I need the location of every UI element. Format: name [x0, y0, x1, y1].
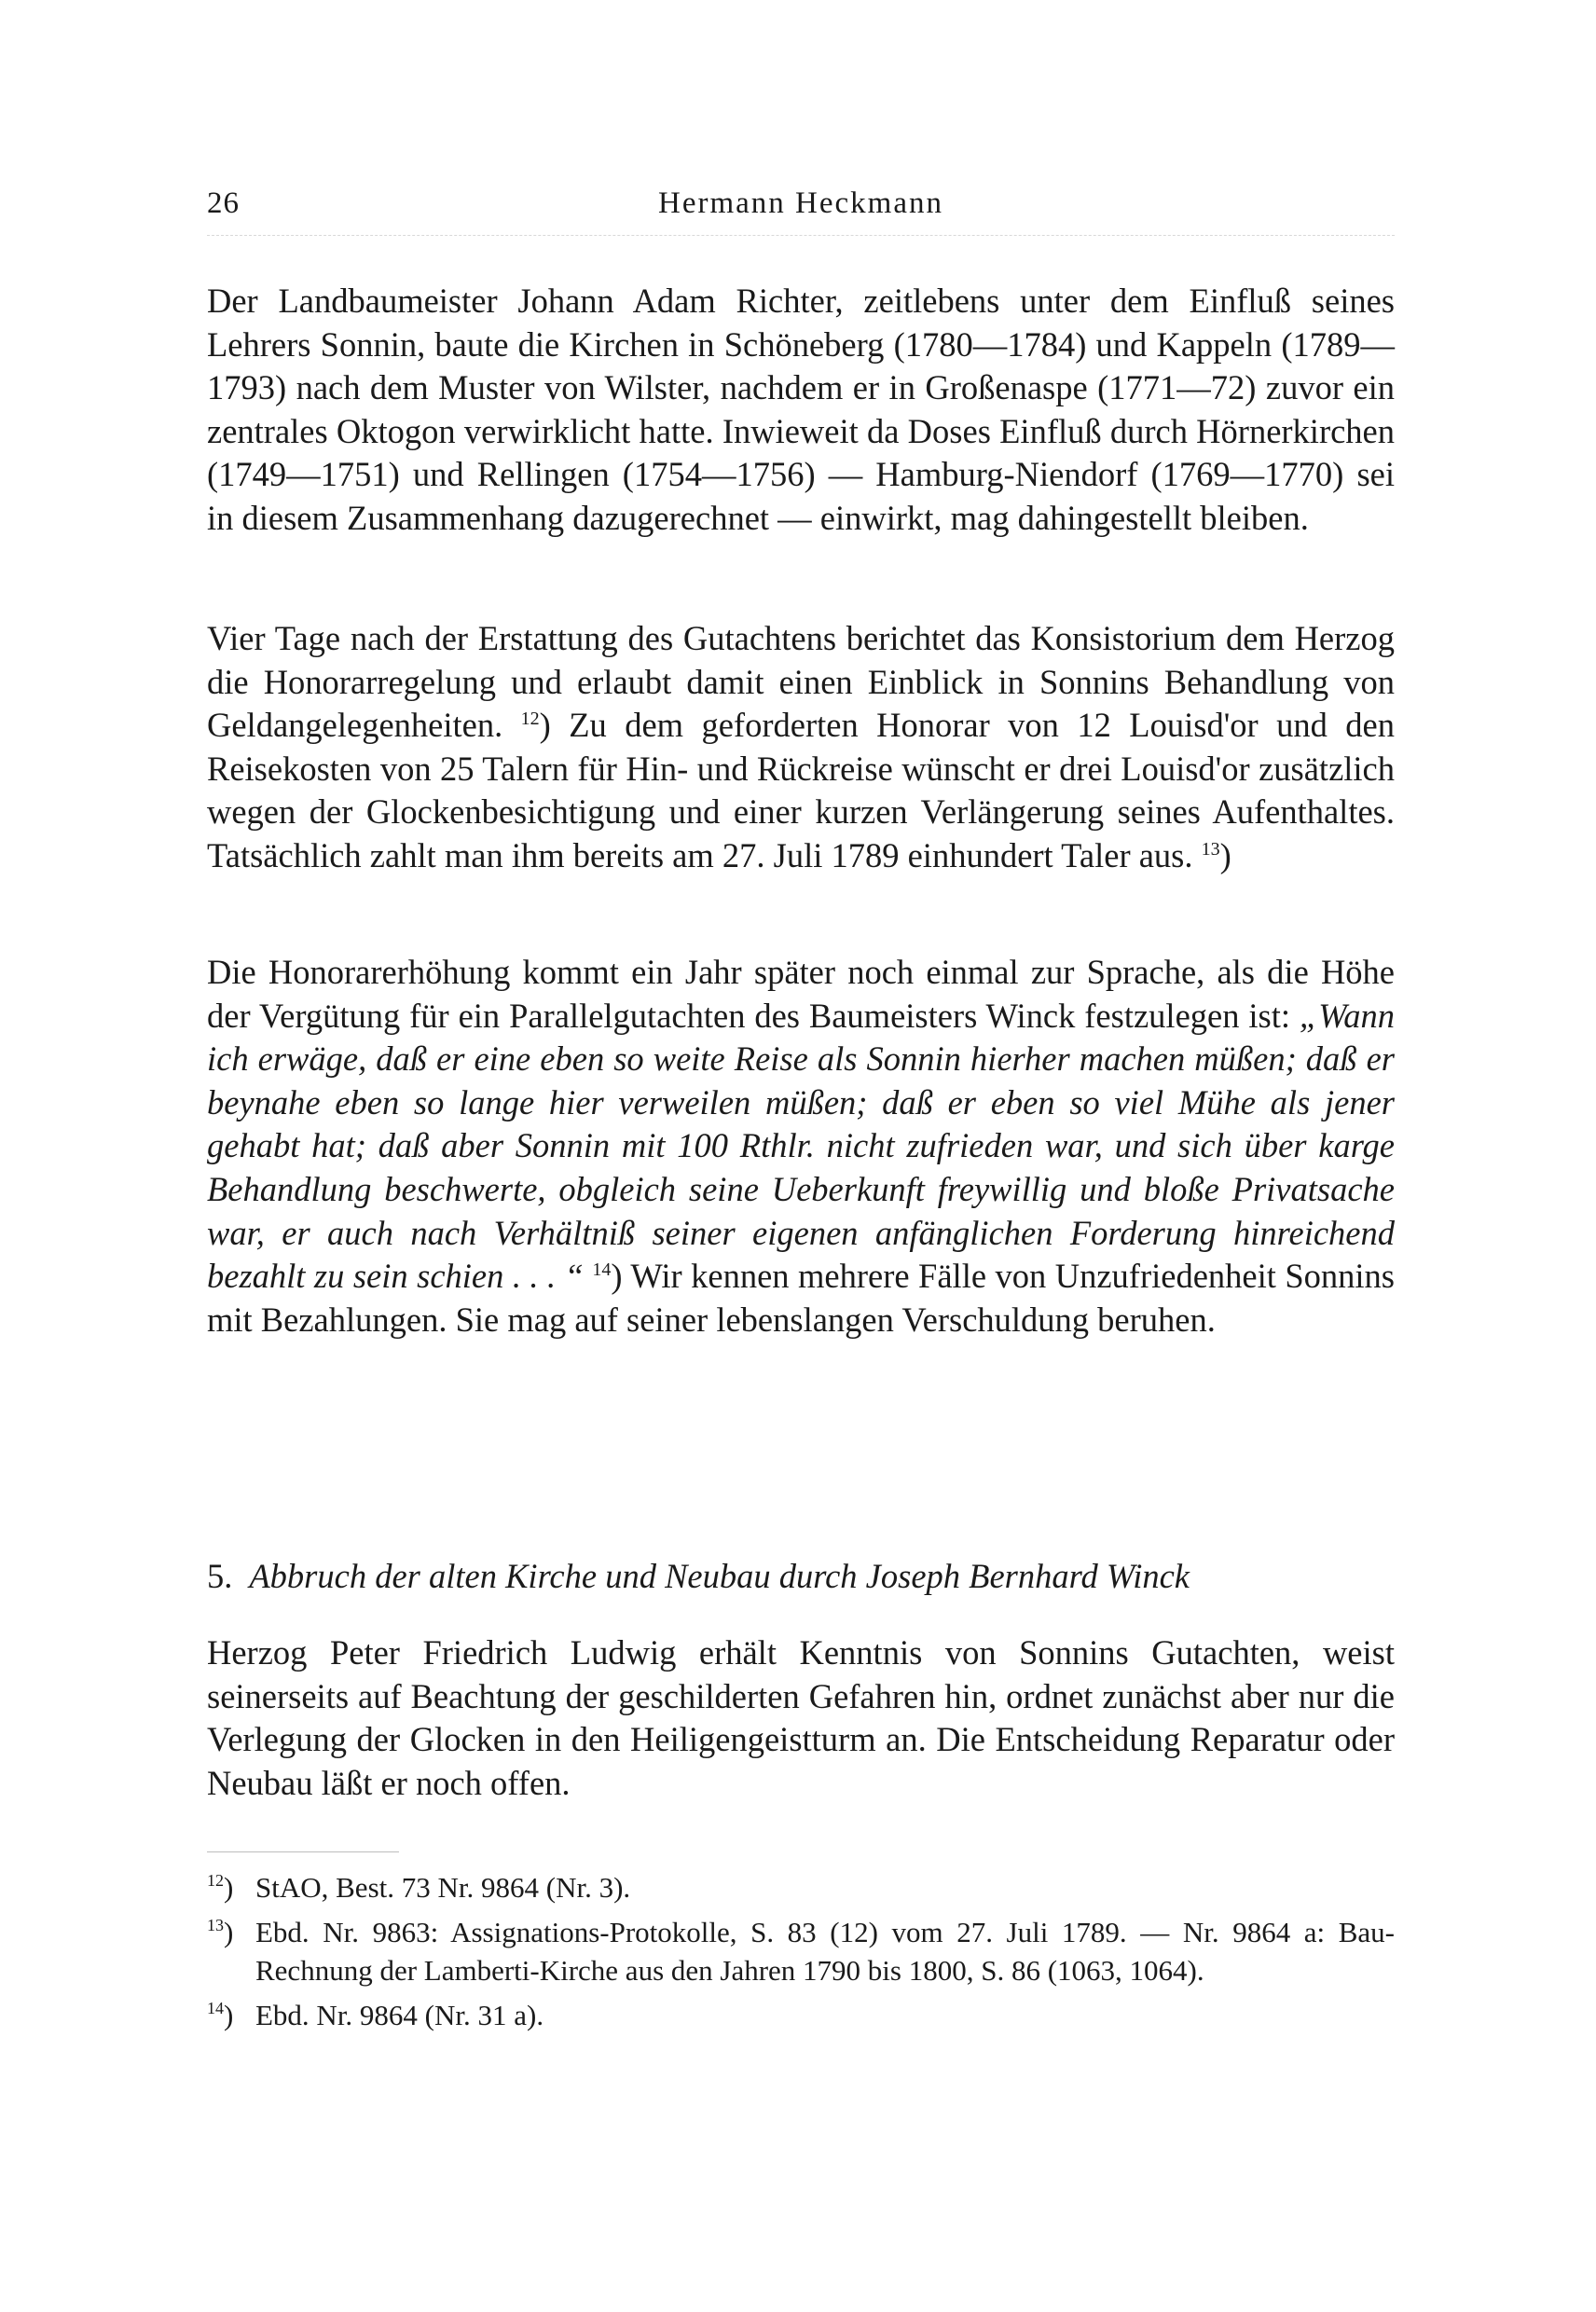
text-run: Vier Tage nach der Erstattung des Gutachtens berichtet das Konsistorium dem Herzog die Honorarregelung und erlaubt damit einen Einblick in Sonnins Behandlung von Geldangelegenheiten.: [207, 619, 1395, 745]
section-number: 5.: [207, 1557, 233, 1595]
page-number: 26: [207, 186, 240, 220]
footnote-reference: 14: [592, 1259, 612, 1281]
section-heading: [207, 1555, 1395, 1598]
paragraph-2: [207, 617, 1395, 878]
footnote-number: 14: [207, 1998, 224, 2017]
paragraph-1: [207, 280, 1395, 541]
page-header: [207, 186, 1395, 233]
text-run: ): [1219, 835, 1231, 874]
paragraph-text: [207, 617, 1395, 878]
text-run: ) Wir kennen mehrere Fälle von Unzufriedenheit Sonnins mit Bezahlungen. Sie mag auf seiner lebenslangen Verschuldung beruhen.: [207, 1257, 1395, 1339]
paragraph-3: [207, 951, 1395, 1342]
paragraph-4: [207, 1631, 1395, 1805]
footnote-text: Ebd. Nr. 9863: Assignations-Protokolle, S. 83 (12) vom 27. Juli 1789. — Nr. 9864 a: Bau-Rechnung der Lamberti-Kirche aus den Jahren 1790 bis 1800, S. 86 (1063, 1064).: [255, 1915, 1395, 1987]
footnote-mark: $^{14}$): [207, 1998, 234, 2031]
footnotes: [207, 1868, 1395, 2040]
footnote-reference: 13: [1201, 838, 1220, 860]
running-head: Hermann Heckmann: [658, 186, 943, 220]
footnote: [207, 1868, 1395, 1907]
header-rule: [207, 235, 1395, 236]
footnote-separator: [207, 1851, 399, 1852]
text-run: Die Honorarerhöhung kommt ein Jahr später noch einmal zur Sprache, als die Höhe der Vergütung für ein Parallelgutachten des Baumeisters Winck festzulegen ist:: [207, 953, 1395, 1035]
footnote-number: 13: [207, 1915, 224, 1934]
footnote-mark: $^{13}$): [207, 1915, 234, 1948]
footnote: [207, 1913, 1395, 1990]
section-title: Abbruch der alten Kirche und Neubau durch Joseph Bernhard Winck: [249, 1557, 1190, 1595]
paragraph-text: Der Landbaumeister Johann Adam Richter, zeitlebens unter dem Einfluß seines Lehrers Sonnin, baute die Kirchen in Schöneberg (1780—1784) und Kappeln (1789—1793) nach dem Muster von Wilster, nachdem er in Großenaspe (1771—72) zuvor ein zentrales Oktogon verwirklicht hatte. Inwieweit da Doses Einfluß durch Hörnerkirchen (1749—1751) und Rellingen (1754—1756) — Hamburg-Niendorf (1769—1770) sei in diesem Zusammenhang dazugerechnet — einwirkt, mag dahingestellt bleiben.: [207, 282, 1395, 537]
footnote-text: StAO, Best. 73 Nr. 9864 (Nr. 3).: [255, 1871, 631, 1904]
quotation: „Wann ich erwäge, daß er eine eben so weite Reise als Sonnin hierher machen müßen; daß er beynahe eben so lange hier verweilen müßen; daß er eben so viel Mühe als jener gehabt hat; daß aber Sonnin mit 100 Rthlr. nicht zufrieden war, und sich über karge Behandlung beschwerte, obgleich seine Ueberkunft freywillig und bloße Privatsache war, er auch nach Verhältniß seiner eigenen anfänglichen Forderung hinreichend bezahlt zu sein schien . . . “: [207, 996, 1395, 1296]
footnote-text: Ebd. Nr. 9864 (Nr. 31 a).: [255, 1998, 544, 2031]
paragraph-text: [207, 951, 1395, 1342]
footnote-mark: $^{12}$): [207, 1871, 234, 1904]
footnote-reference: 12: [520, 709, 540, 730]
footnote-number: 12: [207, 1871, 224, 1890]
text-run: ) Zu dem geforderten Honorar von 12 Louisd'or und den Reisekosten von 25 Talern für Hin- und Rückreise wünscht er drei Louisd'or zusätzlich wegen der Glockenbesichtigung und einer kurzen Verlängerung seines Aufenthaltes. Tatsächlich zahlt man ihm bereits am 27. Juli 1789 einhundert Taler aus.: [207, 706, 1395, 874]
paragraph-text: Herzog Peter Friedrich Ludwig erhält Kenntnis von Sonnins Gutachten, weist seinerseits auf Beachtung der geschilderten Gefahren hin, ordnet zunächst aber nur die Verlegung der Glocken in den Heiligengeistturm an. Die Entscheidung Reparatur oder Neubau läßt er noch offen.: [207, 1633, 1395, 1802]
footnote: [207, 1996, 1395, 2035]
